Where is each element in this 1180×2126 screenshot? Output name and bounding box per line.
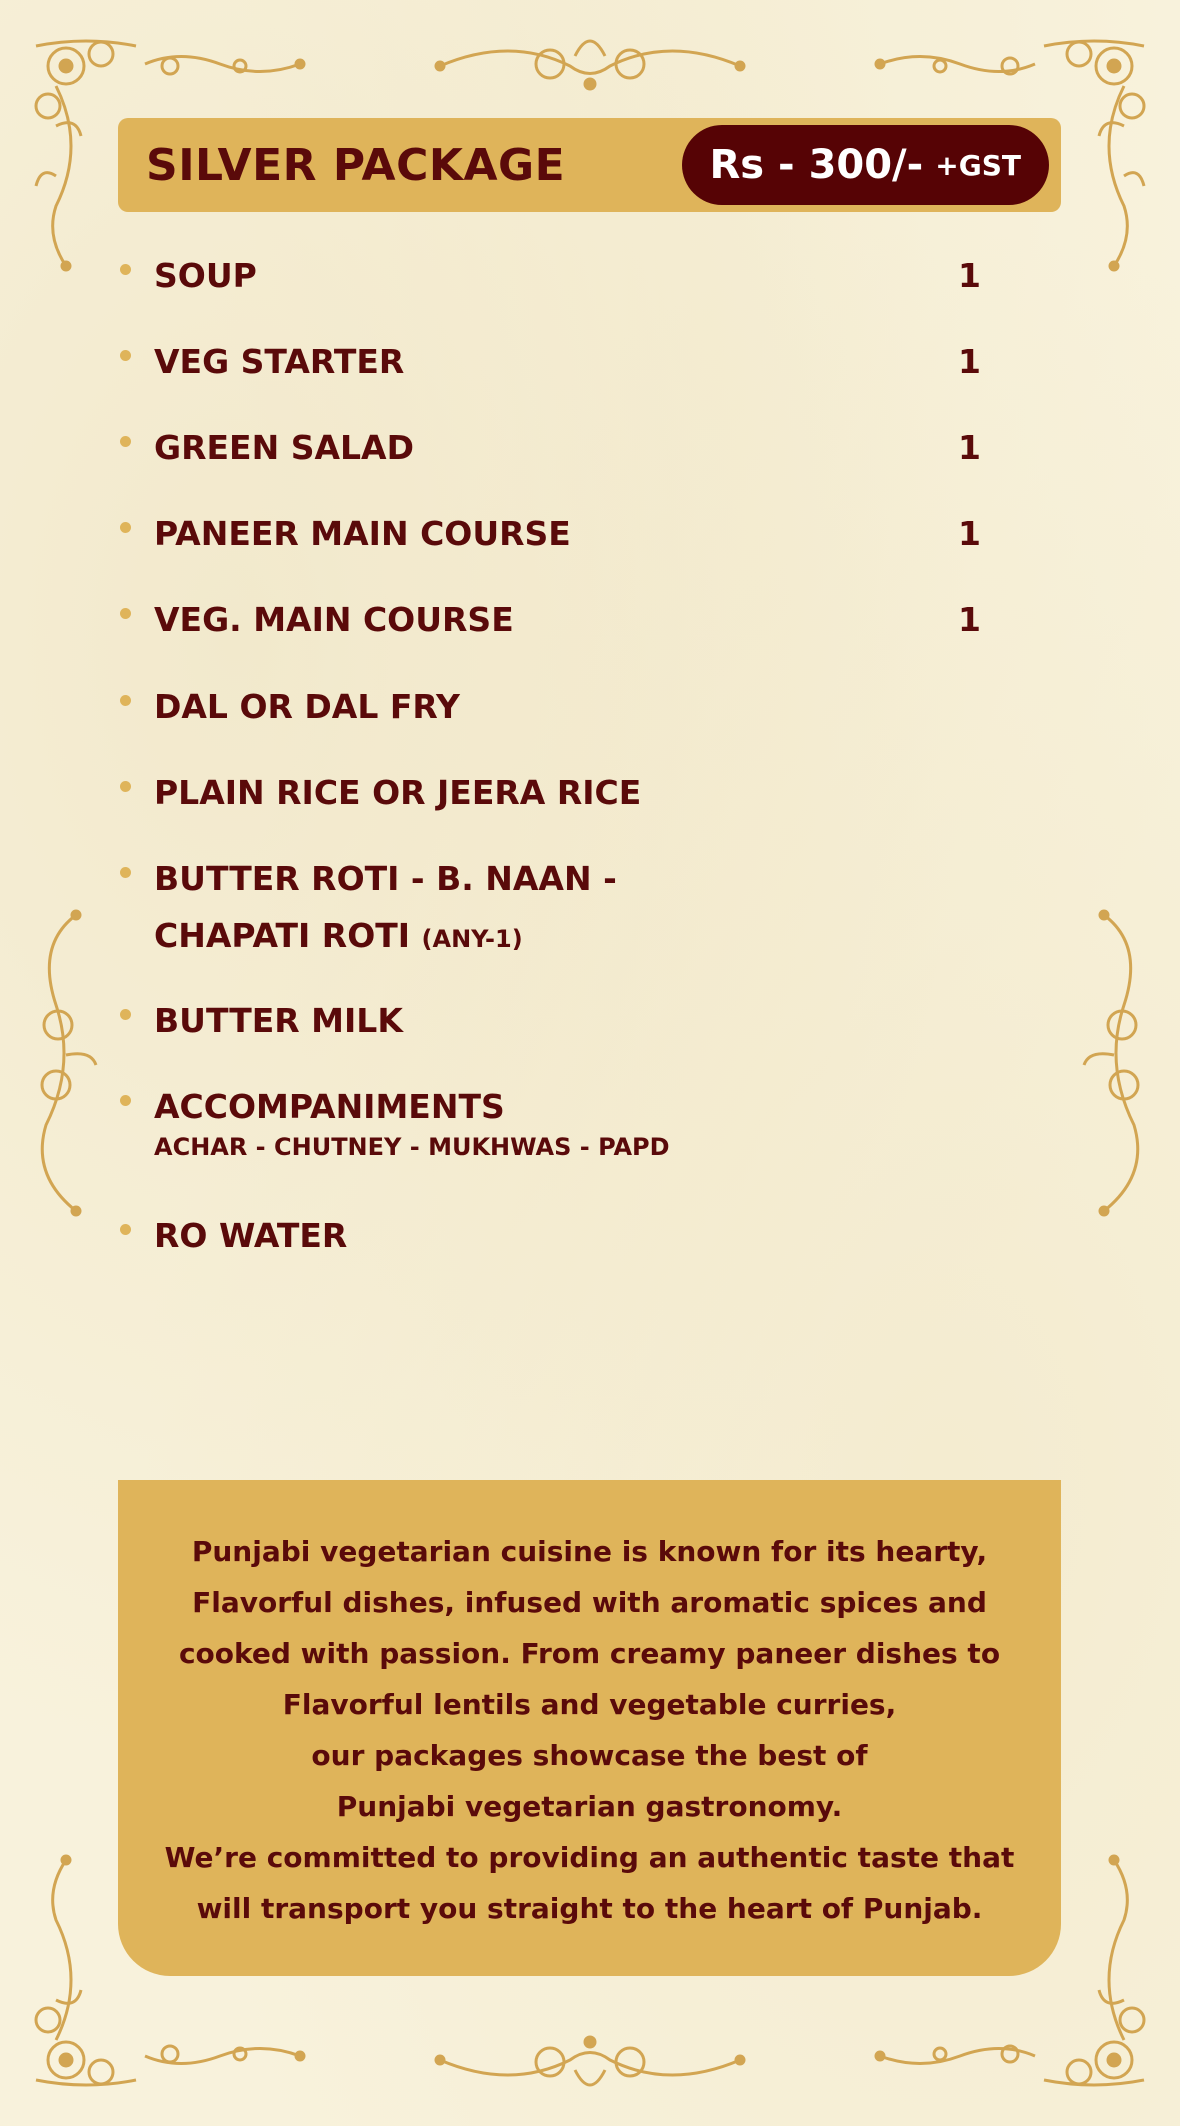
bullet-icon xyxy=(120,695,131,706)
bullet-icon xyxy=(120,350,131,361)
menu-item-label: BUTTER MILK xyxy=(154,1001,403,1040)
bullet-icon xyxy=(120,608,131,619)
menu-item-label: VEG. MAIN COURSE xyxy=(154,600,514,639)
menu-item-qty: 1 xyxy=(958,600,981,639)
menu-item-qty: 1 xyxy=(958,256,981,295)
menu-item-label-line2-text: CHAPATI ROTI xyxy=(154,916,411,955)
menu-item-qty: 1 xyxy=(958,514,981,553)
corner-swirl-bottom-left xyxy=(140,2036,310,2076)
price-badge xyxy=(682,125,1050,205)
menu-item-label: BUTTER ROTI - B. NAAN - xyxy=(154,859,617,898)
about-line: cooked with passion. From creamy paneer dishes to xyxy=(178,1637,1001,1670)
bullet-icon xyxy=(120,264,131,275)
about-box xyxy=(118,1480,1061,1976)
menu-item-label: PLAIN RICE OR JEERA RICE xyxy=(154,773,642,812)
bullet-icon xyxy=(120,1224,131,1235)
menu-item-label: SOUP xyxy=(154,256,257,295)
menu-item-qty: 1 xyxy=(958,428,981,467)
side-flourish-left xyxy=(26,905,106,1221)
corner-swirl-top-left xyxy=(140,44,310,84)
bullet-icon xyxy=(120,1095,131,1106)
package-header xyxy=(118,118,1061,212)
bullet-icon xyxy=(120,522,131,533)
menu-item-label: RO WATER xyxy=(154,1216,348,1255)
corner-swirl-bottom-right xyxy=(870,2036,1040,2076)
corner-swirl-top-right xyxy=(870,44,1040,84)
bullet-icon xyxy=(120,867,131,878)
about-line: Flavorful lentils and vegetable curries, xyxy=(282,1688,897,1721)
about-line: Punjabi vegetarian cuisine is known for its hearty, xyxy=(191,1535,988,1568)
menu-item-qty: 1 xyxy=(958,342,981,381)
menu-item-label: GREEN SALAD xyxy=(154,428,414,467)
price-amount: Rs - 300/- xyxy=(709,142,924,188)
bottom-center-flourish xyxy=(430,2030,750,2100)
menu-item-label-line2 xyxy=(154,908,523,967)
about-line: Punjabi vegetarian gastronomy. xyxy=(336,1790,843,1823)
menu-item-label: PANEER MAIN COURSE xyxy=(154,514,571,553)
about-line: will transport you straight to the heart of Punjab. xyxy=(196,1892,983,1925)
about-line: Flavorful dishes, infused with aromatic spices and xyxy=(192,1586,987,1619)
menu-item-label: VEG STARTER xyxy=(154,342,405,381)
menu-item-subtext: ACHAR - CHUTNEY - MUKHWAS - PAPD xyxy=(154,1133,670,1161)
about-text xyxy=(148,1526,1031,1934)
top-center-flourish xyxy=(430,26,750,96)
package-title: SILVER PACKAGE xyxy=(146,140,566,191)
side-flourish-right xyxy=(1074,905,1154,1221)
about-line: We’re committed to providing an authentic taste that xyxy=(164,1841,1015,1874)
menu-item-label: DAL OR DAL FRY xyxy=(154,687,460,726)
bullet-icon xyxy=(120,1009,131,1020)
bullet-icon xyxy=(120,781,131,792)
menu-item-label: ACCOMPANIMENTS xyxy=(154,1087,505,1126)
price-tax-label: +GST xyxy=(935,148,1021,182)
bullet-icon xyxy=(120,436,131,447)
menu-item-note: (ANY-1) xyxy=(421,925,523,953)
about-line: our packages showcase the best of xyxy=(311,1739,868,1772)
